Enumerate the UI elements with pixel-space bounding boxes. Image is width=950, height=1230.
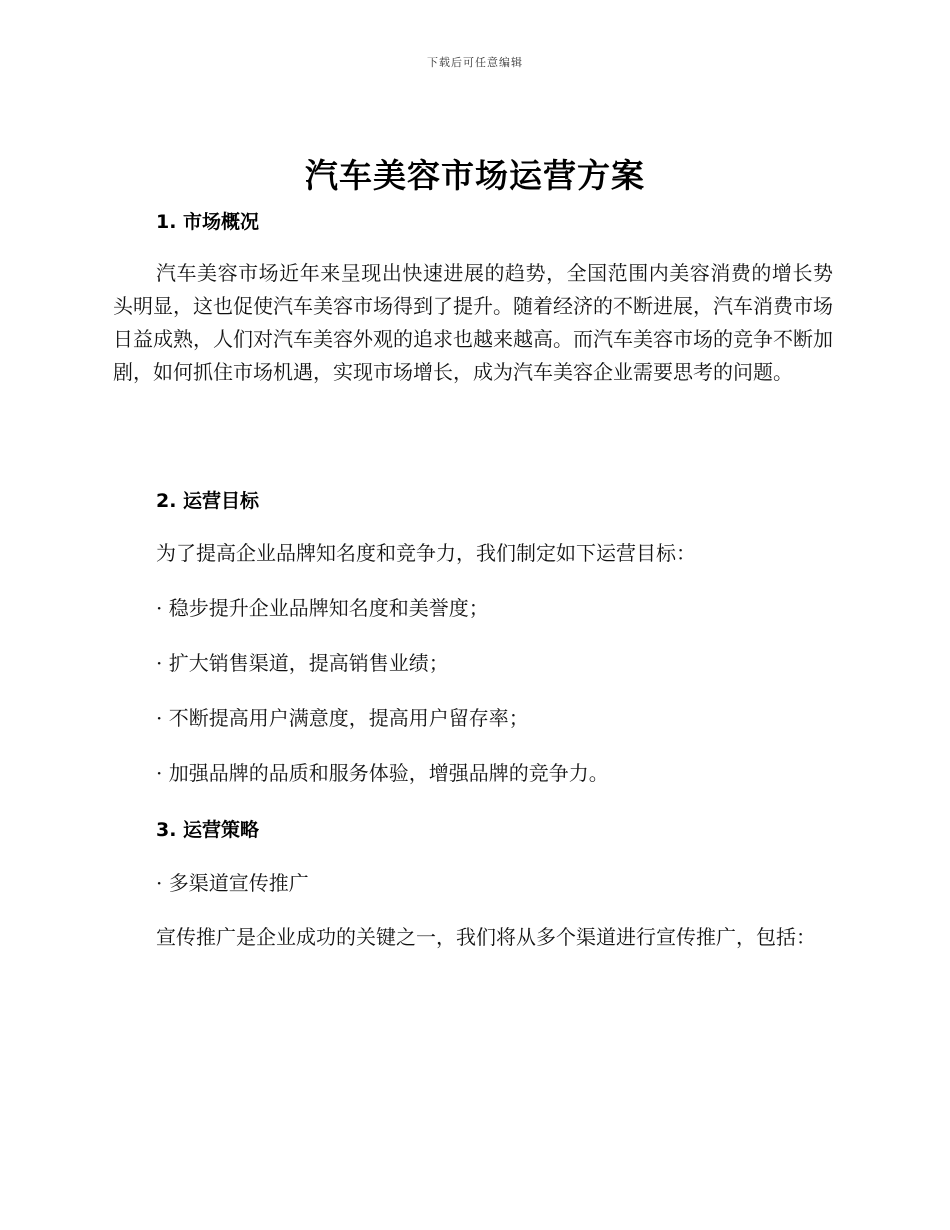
header-note: 下载后可任意编辑 xyxy=(427,56,523,69)
section-heading-operation-strategy: 3. 运营策略 xyxy=(156,819,260,841)
goal-bullet-item: · 不断提高用户满意度，提高用户留存率； xyxy=(156,706,529,730)
operation-goals-intro: 为了提高企业品牌知名度和竞争力，我们制定如下运营目标： xyxy=(156,541,696,565)
goal-bullet-item: · 加强品牌的品质和服务体验，增强品牌的竞争力。 xyxy=(156,761,609,785)
section-heading-operation-goals: 2. 运营目标 xyxy=(156,490,260,512)
goal-bullet-item: · 稳步提升企业品牌知名度和美誉度； xyxy=(156,596,489,620)
document-title: 汽车美容市场运营方案 xyxy=(305,156,645,195)
strategy-paragraph: 宣传推广是企业成功的关键之一，我们将从多个渠道进行宣传推广，包括： xyxy=(156,925,816,949)
market-overview-paragraph: 汽车美容市场近年来呈现出快速进展的趋势，全国范围内美容消费的增长势头明显，这也促使汽车美容市场得到了提升。随着经济的不断进展，汽车消费市场日益成熟，人们对汽车美容外观的追求也越来越高。而汽车美容市场的竞争不断加剧，如何抓住市场机遇，实现市场增长，成为汽车美容企业需要思考的问题。 xyxy=(113,261,833,384)
section-heading-market-overview: 1. 市场概况 xyxy=(156,211,260,233)
strategy-sub-bullet: · 多渠道宣传推广 xyxy=(156,871,309,895)
goal-bullet-item: · 扩大销售渠道，提高销售业绩； xyxy=(156,651,449,675)
